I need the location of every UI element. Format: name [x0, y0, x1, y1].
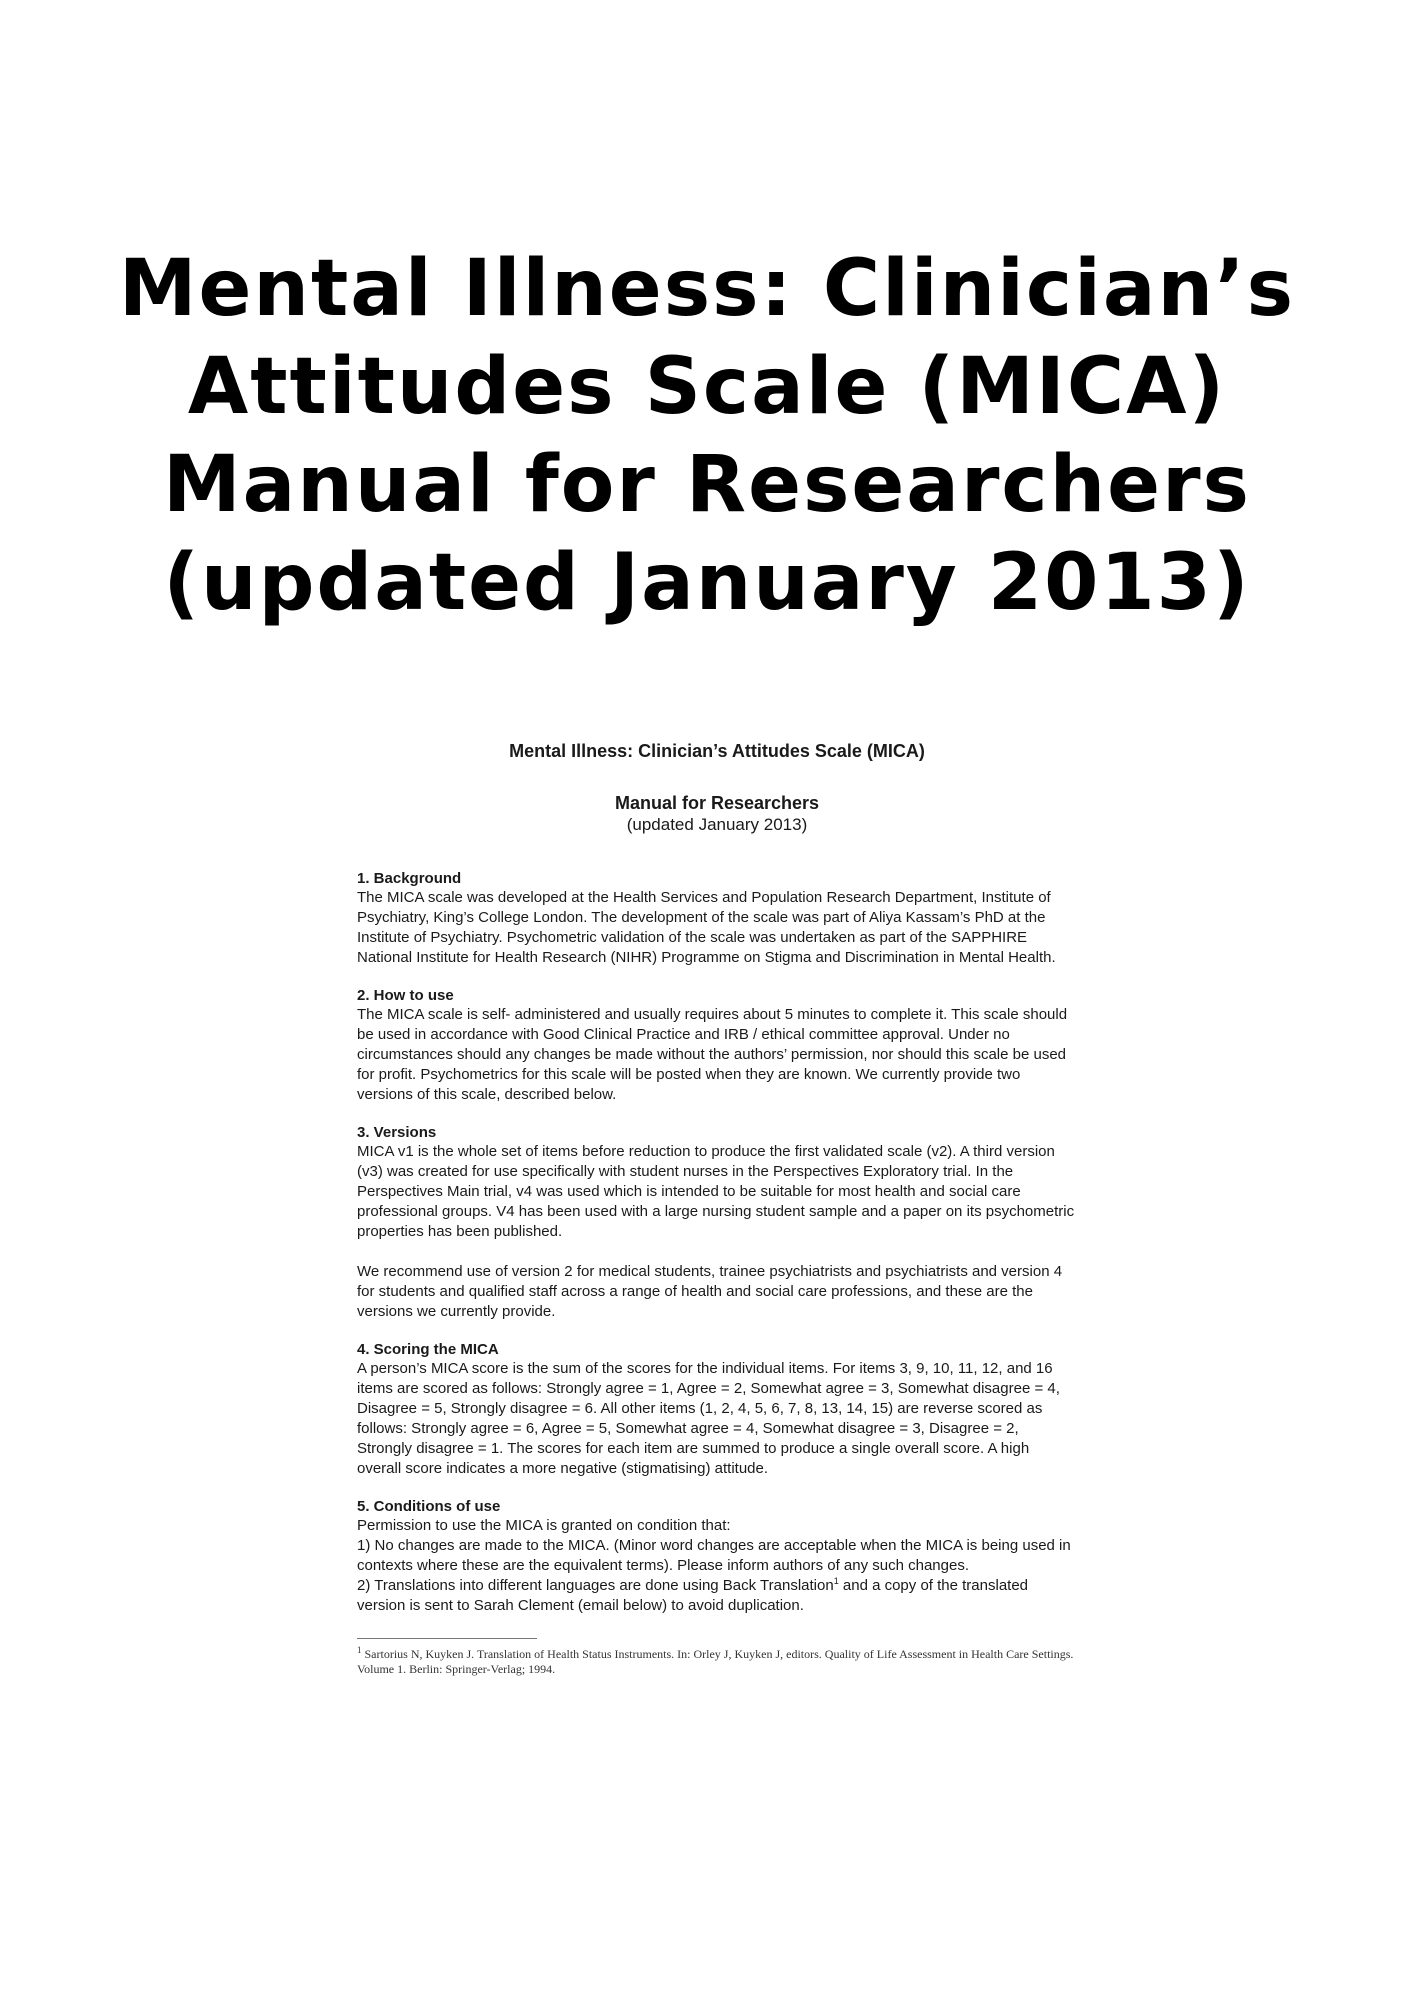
footnote-divider	[357, 1638, 537, 1639]
document-title: Mental Illness: Clinician’s Attitudes Scale (MICA)	[509, 741, 925, 761]
document-page	[357, 740, 1077, 1677]
cover-title-line: (updated January 2013)	[163, 538, 1251, 628]
cover-title-line: Attitudes Scale (MICA)	[187, 342, 1227, 432]
condition-item	[357, 1576, 1077, 1616]
document-subtitle: Manual for Researchers	[614, 793, 820, 813]
condition-item: 1) No changes are made to the MICA. (Minor word changes are acceptable when the MICA is being used in contexts where these are the equivalent terms). Please inform authors of any such changes.	[357, 1537, 1071, 1574]
condition-item-text: and a copy of the translated version is sent to Sarah Clement (email below) to avoid duplication.	[357, 1577, 1029, 1614]
footnote	[357, 1647, 1077, 1677]
section-heading: 4. Scoring the MICA	[357, 1341, 499, 1358]
section-how-to-use	[357, 986, 1077, 1105]
section-text: The MICA scale was developed at the Health Services and Population Research Department, Institute of Psychiatry, King’s College London. The development of the scale was part of Aliya Kassam’s PhD at the Institute of Psychiatry. Psychometric validation of the scale was undertaken as part of the SAPPHIRE National Institute for Health Research (NIHR) Programme on Stigma and Discrimination in Mental Health.	[357, 889, 1056, 966]
document-header	[357, 740, 1077, 835]
section-background	[357, 869, 1077, 968]
section-heading: 1. Background	[357, 870, 462, 887]
document-updated-date: (updated January 2013)	[626, 815, 808, 834]
footnote-text: Sartorius N, Kuyken J. Translation of Health Status Instruments. In: Orley J, Kuyken J, editors. Quality of Life Assessment in Health Care Settings. Volume 1. Berlin: Springer-Verlag; 1994.	[357, 1647, 1074, 1676]
condition-item-text: 2) Translations into different languages are done using Back Translation	[357, 1577, 834, 1594]
cover-title-line: Manual for Researchers	[163, 440, 1251, 530]
footnote-marker: 1	[357, 1645, 362, 1655]
section-text: We recommend use of version 2 for medical students, trainee psychiatrists and psychiatrists and version 4 for students and qualified staff across a range of health and social care professions, and these are the versions we currently provide.	[357, 1263, 1063, 1320]
section-text: A person’s MICA score is the sum of the scores for the individual items. For items 3, 9, 10, 11, 12, and 16 items are scored as follows: Strongly agree = 1, Agree = 2, Somewhat agree = 3, Somewhat disagree = 4, Disagree = 5, Strongly disagree = 6. All other items (1, 2, 4, 5, 6, 7, 8, 13, 14, 15) are reverse scored as follows: Strongly agree = 6, Agree = 5, Somewhat agree = 4, Somewhat disagree = 3, Disagree = 2, Strongly disagree = 1. The scores for each item are summed to produce a single overall score. A high overall score indicates a more negative (stigmatising) attitude.	[357, 1360, 1060, 1477]
cover-title	[0, 240, 1414, 632]
section-heading: 2. How to use	[357, 987, 454, 1004]
section-heading: 3. Versions	[357, 1124, 437, 1141]
section-heading: 5. Conditions of use	[357, 1498, 501, 1515]
section-versions	[357, 1123, 1077, 1322]
footnote-reference[interactable]: 1	[833, 1576, 839, 1586]
section-conditions	[357, 1497, 1077, 1616]
section-text: The MICA scale is self- administered and usually requires about 5 minutes to complete it. This scale should be used in accordance with Good Clinical Practice and IRB / ethical committee approval. Under no circumstances should any changes be made without the authors’ permission, nor should this scale be used for profit. Psychometrics for this scale will be posted when they are known. We currently provide two versions of this scale, described below.	[357, 1006, 1068, 1103]
conditions-intro: Permission to use the MICA is granted on condition that:	[357, 1517, 731, 1534]
cover-title-line: Mental Illness: Clinician’s	[118, 244, 1296, 334]
section-text: MICA v1 is the whole set of items before reduction to produce the first validated scale (v2). A third version (v3) was created for use specifically with student nurses in the Perspectives Exploratory trial. In the Perspectives Main trial, v4 was used which is intended to be suitable for most health and social care professional groups. V4 has been used with a large nursing student sample and a paper on its psychometric properties has been published.	[357, 1143, 1075, 1240]
section-scoring	[357, 1340, 1077, 1479]
